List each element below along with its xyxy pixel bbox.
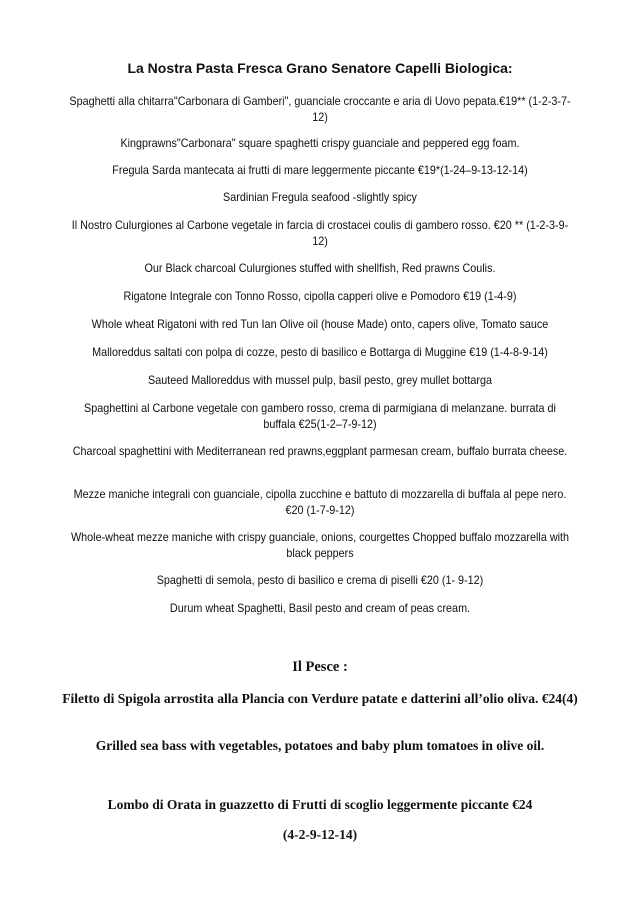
- menu-item-it: Mezze maniche integrali con guanciale, cipolla zucchine e battuto di mozzarella di buffala al pepe nero.€20 (1-7-9-12): [73, 487, 567, 517]
- menu-item-en: Kingprawns"Carbonara" square spaghetti crispy guanciale and peppered egg foam.: [120, 136, 520, 150]
- menu-item-en: Whole wheat Rigatoni with red Tun Ian Olive oil (house Made) onto, capers olive, Tomato sauce: [91, 317, 549, 331]
- menu-item-it: Spaghetti alla chitarra"Carbonara di Gamberi", guanciale croccante e aria di Uovo pepata.€19** (1-2-3-7-12): [69, 94, 571, 124]
- menu-item-en: Our Black charcoal Culurgiones stuffed with shellfish, Red prawns Coulis.: [144, 261, 496, 275]
- menu-item-it: Il Nostro Culurgiones al Carbone vegetale in farcia di crostacei coulis di gambero rosso. €20 ** (1-2-3-9-12): [71, 218, 569, 248]
- menu-item-en: Whole-wheat mezze maniche with crispy guanciale, onions, courgettes Chopped buffalo mozzarella with black peppers: [70, 530, 570, 560]
- menu-item-it: Spaghettini al Carbone vegetale con gambero rosso, crema di parmigiana di melanzane. burrata di buffala €25(1-2–7-9-12): [84, 401, 556, 431]
- fish-allergens: (4-2-9-12-14): [282, 827, 358, 842]
- menu-item-it: Malloreddus saltati con polpa di cozze, pesto di basilico e Bottarga di Muggine €19 (1-4-8-9-14): [92, 345, 548, 359]
- menu-item-en: Sardinian Fregula seafood -slightly spicy: [223, 190, 417, 204]
- pesce-section-title: Il Pesce :: [292, 659, 348, 675]
- fish-item-en: Grilled sea bass with vegetables, potatoes and baby plum tomatoes in olive oil.: [95, 738, 545, 753]
- fish-item-it: Filetto di Spigola arrostita alla Plancia con Verdure patate e datterini all’olio oliva. €24(4): [62, 691, 578, 706]
- menu-item-it: Rigatone Integrale con Tonno Rosso, cipolla capperi olive e Pomodoro €19 (1-4-9): [123, 289, 517, 303]
- fish-item-it: Lombo di Orata in guazzetto di Frutti di scoglio leggermente piccante €24: [107, 797, 533, 812]
- menu-item-it: Spaghetti di semola, pesto di basilico e crema di piselli €20 (1- 9-12): [156, 573, 484, 587]
- menu-item-it: Fregula Sarda mantecata ai frutti di mare leggermente piccante €19*(1-24–9-13-12-14): [112, 163, 528, 177]
- menu-item-en: Durum wheat Spaghetti, Basil pesto and cream of peas cream.: [169, 601, 471, 615]
- menu-item-en: Charcoal spaghettini with Mediterranean red prawns,eggplant parmesan cream, buffalo burrata cheese.: [72, 444, 568, 458]
- menu-item-en: Sauteed Malloreddus with mussel pulp, basil pesto, grey mullet bottarga: [148, 373, 492, 387]
- pasta-section-title: La Nostra Pasta Fresca Grano Senatore Capelli Biologica:: [127, 60, 513, 76]
